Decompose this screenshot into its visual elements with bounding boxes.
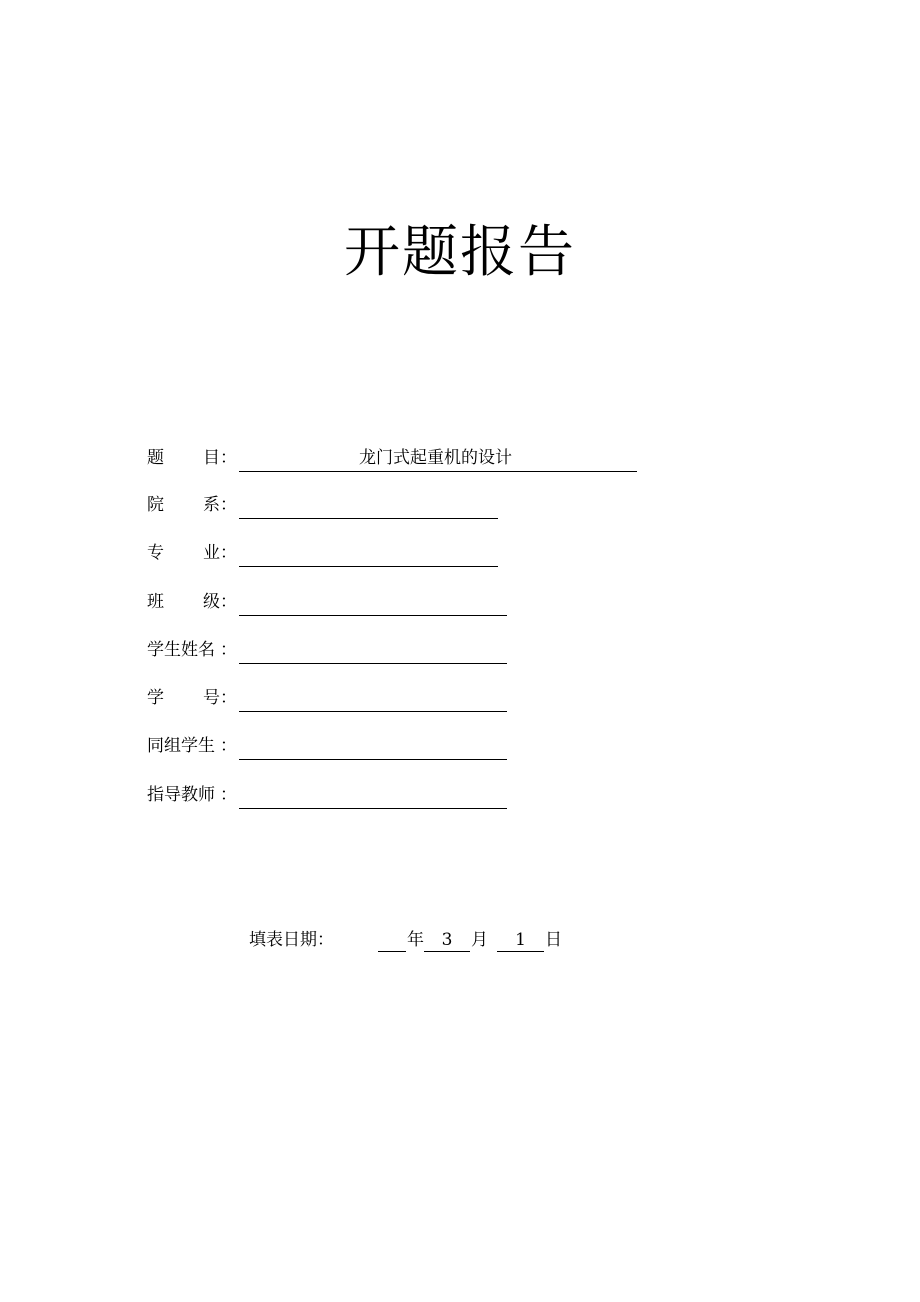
day-unit: 日 <box>545 930 562 950</box>
student-name-field[interactable] <box>239 637 507 664</box>
topic-field[interactable]: 龙门式起重机的设计 <box>239 445 637 472</box>
group-members-field[interactable] <box>239 733 507 760</box>
date-label: 填表日期： <box>249 930 334 950</box>
month-field[interactable]: 3 <box>424 927 470 952</box>
advisor-field[interactable] <box>239 782 507 809</box>
year-unit: 年 <box>407 930 424 950</box>
major-field[interactable] <box>239 540 498 567</box>
year-field[interactable] <box>378 927 406 952</box>
class-field[interactable] <box>239 589 507 616</box>
page-title: 开题报告 <box>344 220 576 285</box>
department-field[interactable] <box>239 492 498 519</box>
student-id-field[interactable] <box>239 685 507 712</box>
day-field[interactable]: 1 <box>497 927 544 952</box>
month-unit: 月 <box>471 930 488 950</box>
